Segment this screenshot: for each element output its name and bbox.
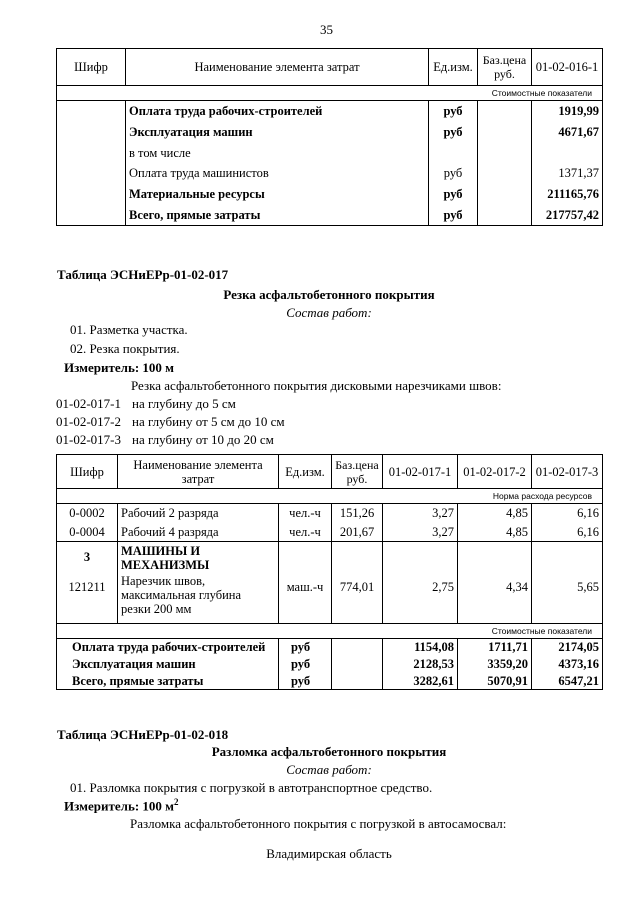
row-unit: руб (429, 205, 478, 226)
row-unit: руб (279, 639, 332, 656)
machine-v1: 2,75 (383, 542, 458, 624)
row-name: Оплата труда машинистов (126, 163, 429, 184)
description-018: Разломка асфальтобетонного покрытия с погрузкой в автосамосвал: (130, 816, 507, 831)
row-value: 4671,67 (532, 122, 603, 143)
header-col-017-2: 01-02-017-2 (458, 455, 532, 489)
header-col-016-1: 01-02-016-1 (532, 49, 603, 86)
row-value: 1919,99 (532, 101, 603, 122)
header-unit: Ед.изм. (279, 455, 332, 489)
row-v1: 3,27 (383, 523, 458, 542)
table-label-018: Таблица ЭСНиЕРр-01-02-018 (57, 727, 229, 742)
table-header-row (57, 49, 603, 86)
row-name: Эксплуатация машин (126, 122, 429, 143)
row-price: 151,26 (332, 504, 383, 523)
machine-price: 774,01 (332, 542, 383, 624)
machines-code: 3 (83, 550, 91, 564)
row-v3: 2174,05 (532, 639, 603, 656)
row-name: Всего, прямые затраты (126, 205, 429, 226)
row-name: Рабочий 2 разряда (118, 504, 279, 523)
table-row (57, 122, 603, 143)
norm-subheader-row (57, 489, 603, 504)
row-name: Всего, прямые затраты (57, 673, 279, 690)
meter-017: Измеритель: 100 м (64, 360, 175, 375)
machine-row (57, 542, 603, 624)
row-unit: руб (279, 656, 332, 673)
page-number: 35 (320, 22, 333, 37)
header-col-017-1: 01-02-017-1 (383, 455, 458, 489)
table-label-017: Таблица ЭСНиЕРр-01-02-017 (57, 267, 229, 282)
row-v3: 6547,21 (532, 673, 603, 690)
work-item: 02. Резка покрытия. (70, 341, 180, 356)
machine-v3: 5,65 (532, 542, 603, 624)
work-item: 01. Разломка покрытия с погрузкой в автотранспортное средство. (70, 780, 433, 795)
table-row (57, 673, 603, 690)
header-col-017-3: 01-02-017-3 (532, 455, 603, 489)
row-name: Оплата труда рабочих-строителей (126, 101, 429, 122)
table-row (57, 143, 603, 163)
row-v1: 3,27 (383, 504, 458, 523)
table-01-02-017 (56, 454, 603, 690)
table-row (57, 184, 603, 205)
row-v3: 4373,16 (532, 656, 603, 673)
table-row (57, 523, 603, 542)
row-v1: 2128,53 (383, 656, 458, 673)
section-title-017: Резка асфальтобетонного покрытия (223, 287, 435, 302)
row-name: Материальные ресурсы (126, 184, 429, 205)
work-item: 01. Разметка участка. (70, 322, 188, 337)
row-unit: руб (429, 122, 478, 143)
meter-018 (64, 797, 179, 814)
variant-code: 01-02-017-2 (56, 414, 121, 429)
machine-name: Нарезчик швов, максимальная глубина резки 200 мм (121, 574, 242, 616)
header-base-price: Баз.цена руб. (478, 49, 532, 86)
table-row (57, 639, 603, 656)
row-v2: 4,85 (458, 523, 532, 542)
row-price: 201,67 (332, 523, 383, 542)
table-01-02-016 (56, 48, 603, 226)
variant-text: на глубину от 10 до 20 см (132, 432, 274, 447)
row-value: 217757,42 (532, 205, 603, 226)
row-name: Эксплуатация машин (57, 656, 279, 673)
table-row (57, 163, 603, 184)
works-header-018: Состав работ: (286, 762, 372, 777)
row-value: 1371,37 (532, 163, 603, 184)
row-unit: чел.-ч (279, 523, 332, 542)
row-name: Рабочий 4 разряда (118, 523, 279, 542)
row-unit: руб (429, 163, 478, 184)
machine-unit: маш.-ч (279, 542, 332, 624)
variant-text: на глубину от 5 см до 10 см (132, 414, 285, 429)
table-header-row (57, 455, 603, 489)
header-name: Наименование элемента затрат (118, 455, 279, 489)
machine-v2: 4,34 (458, 542, 532, 624)
works-header-017: Состав работ: (286, 305, 372, 320)
meter-text: Измеритель: 100 м (64, 798, 175, 814)
row-code: 0-0002 (57, 504, 118, 523)
row-v2: 3359,20 (458, 656, 532, 673)
machines-title: МАШИНЫ И МЕХАНИЗМЫ (121, 544, 210, 572)
row-v2: 5070,91 (458, 673, 532, 690)
description-017: Резка асфальтобетонного покрытия дисковыми нарезчиками швов: (131, 378, 502, 393)
table-row (57, 101, 603, 122)
cost-subheader-row (57, 624, 603, 639)
row-name: в том числе (126, 143, 429, 163)
table-row (57, 205, 603, 226)
row-unit: руб (429, 184, 478, 205)
header-unit: Ед.изм. (429, 49, 478, 86)
row-v3: 6,16 (532, 523, 603, 542)
cost-subheader: Стоимостные показатели (57, 624, 603, 639)
meter-superscript: 2 (174, 797, 179, 807)
row-unit: руб (429, 101, 478, 122)
header-base-price: Баз.цена руб. (332, 455, 383, 489)
header-name: Наименование элемента затрат (126, 49, 429, 86)
row-v1: 1154,08 (383, 639, 458, 656)
row-code: 0-0004 (57, 523, 118, 542)
row-value: 211165,76 (532, 184, 603, 205)
row-unit: чел.-ч (279, 504, 332, 523)
row-unit: руб (279, 673, 332, 690)
norm-subheader: Норма расхода ресурсов (57, 489, 603, 504)
cost-subheader-row (57, 86, 603, 101)
header-code: Шифр (57, 455, 118, 489)
variant-code: 01-02-017-1 (56, 396, 121, 411)
row-v2: 1711,71 (458, 639, 532, 656)
variant-text: на глубину до 5 см (132, 396, 236, 411)
table-row (57, 656, 603, 673)
variant-code: 01-02-017-3 (56, 432, 121, 447)
row-v2: 4,85 (458, 504, 532, 523)
table-row (57, 504, 603, 523)
machine-code: 121211 (68, 580, 106, 594)
cost-subheader: Стоимостные показатели (57, 86, 603, 101)
row-v3: 6,16 (532, 504, 603, 523)
header-code: Шифр (57, 49, 126, 86)
footer-region: Владимирская область (266, 846, 392, 861)
row-v1: 3282,61 (383, 673, 458, 690)
row-name: Оплата труда рабочих-строителей (57, 639, 279, 656)
section-title-018: Разломка асфальтобетонного покрытия (211, 744, 447, 759)
